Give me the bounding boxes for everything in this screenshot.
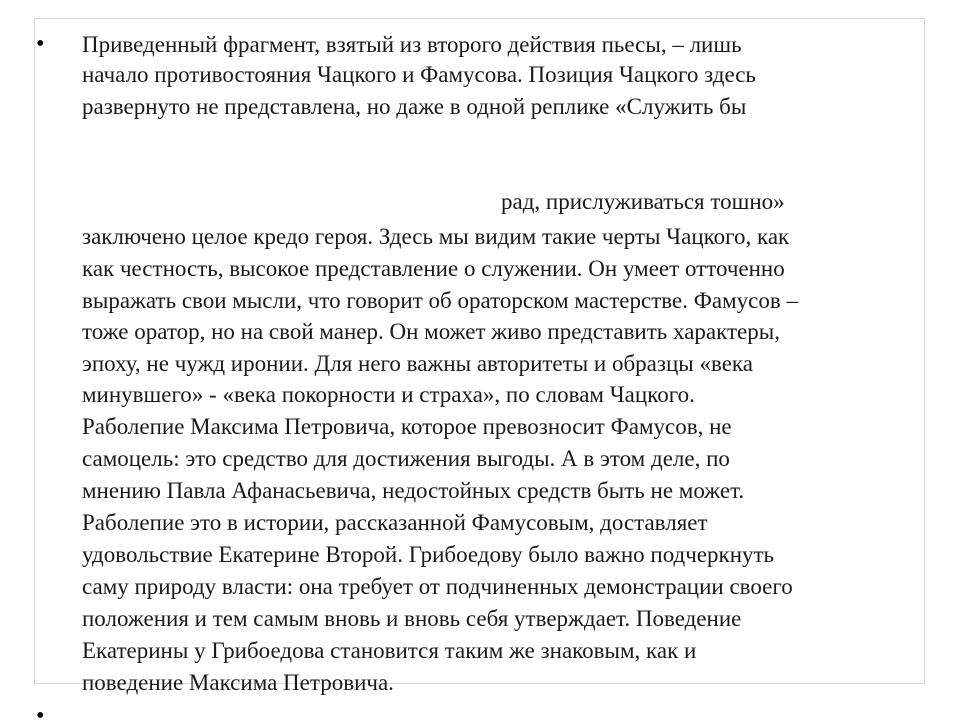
paragraph-line: Екатерины у Грибоедова становится таким же знаковым, как и <box>82 638 697 663</box>
paragraph-line: минувшего» - «века покорности и страха», по словам Чацкого. <box>82 382 695 407</box>
paragraph-line: тоже оратор, но на свой манер. Он может живо представить характеры, <box>82 319 780 344</box>
paragraph-line: саму природу власти: она требует от подчиненных демонстрации своего <box>82 574 793 599</box>
bullet-marker: • <box>36 31 45 57</box>
paragraph-line: эпоху, не чужд иронии. Для него важны авторитеты и образцы «века <box>82 351 753 376</box>
paragraph-line: мнению Павла Афанасьевича, недостойных средств быть не может. <box>82 478 745 503</box>
bullet-marker: • <box>36 703 45 720</box>
paragraph-line: самоцель: это средство для достижения выгоды. А в этом деле, по <box>82 446 730 471</box>
paragraph-line: положения и тем самым вновь и вновь себя утверждает. Поведение <box>82 606 742 631</box>
paragraph-line: начало противостояния Чацкого и Фамусова. Позиция Чацкого здесь <box>82 62 756 87</box>
paragraph-line: выражать свои мысли, что говорит об ораторском мастерстве. Фамусов – <box>82 288 798 313</box>
paragraph-line: рад, прислуживаться тошно» <box>501 189 785 214</box>
paragraph-line: заключено целое кредо героя. Здесь мы видим такие черты Чацкого, как <box>82 224 790 249</box>
paragraph-line: удовольствие Екатерине Второй. Грибоедову было важно подчеркнуть <box>82 542 775 567</box>
paragraph-line: поведение Максима Петровича. <box>82 670 394 695</box>
paragraph-line: Раболепие Максима Петровича, которое превозносит Фамусов, не <box>82 414 732 439</box>
paragraph-line: Раболепие это в истории, рассказанной Фамусовым, доставляет <box>82 510 708 535</box>
paragraph-line: Приведенный фрагмент, взятый из второго действия пьесы, – лишь <box>82 32 742 57</box>
paragraph-line: как честность, высокое представление о служении. Он умеет отточенно <box>82 256 785 281</box>
paragraph-line: развернуто не представлена, но даже в одной реплике «Служить бы <box>82 94 747 119</box>
